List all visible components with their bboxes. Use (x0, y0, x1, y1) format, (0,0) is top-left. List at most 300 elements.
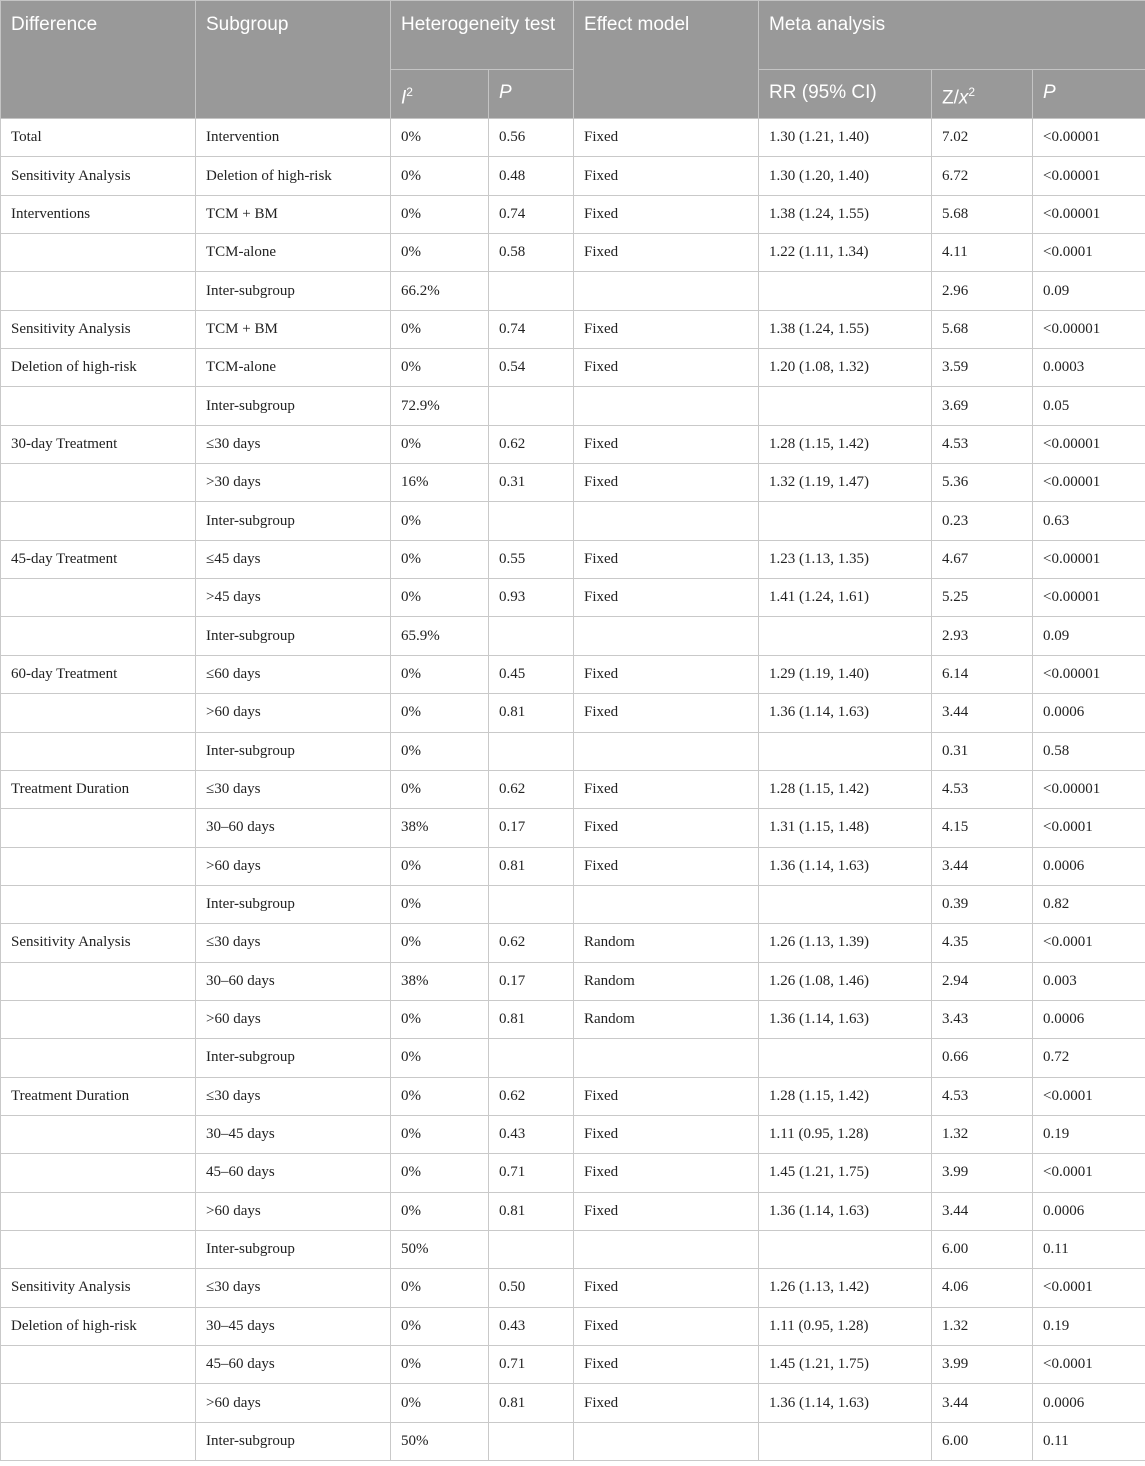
subgroup-cell: Inter-subgroup (196, 387, 391, 425)
table-row (1, 195, 1145, 233)
rr-ci-cell: 1.26 (1.13, 1.39) (759, 924, 932, 962)
effect-model-cell (574, 387, 759, 425)
z-chi-squared-cell: 3.44 (932, 1384, 1033, 1422)
difference-cell: 60-day Treatment (1, 655, 196, 693)
effect-model-cell: Fixed (574, 1154, 759, 1192)
heterogeneity-p-cell: 0.48 (489, 157, 574, 195)
table-row (1, 924, 1145, 962)
difference-cell (1, 1039, 196, 1077)
meta-p-cell: <0.00001 (1033, 579, 1145, 617)
heterogeneity-p-cell: 0.74 (489, 195, 574, 233)
meta-p-cell: <0.00001 (1033, 655, 1145, 693)
subgroup-cell: Inter-subgroup (196, 1422, 391, 1460)
i-squared-cell: 0% (391, 234, 489, 272)
i-squared-cell: 0% (391, 885, 489, 923)
table-row (1, 1154, 1145, 1192)
table-row (1, 1000, 1145, 1038)
i-squared-cell: 0% (391, 1115, 489, 1153)
z-chi-squared-cell: 1.32 (932, 1307, 1033, 1345)
z-chi-squared-cell: 3.69 (932, 387, 1033, 425)
subgroup-cell: 45–60 days (196, 1154, 391, 1192)
difference-cell (1, 617, 196, 655)
z-chi-squared-cell: 6.00 (932, 1230, 1033, 1268)
subgroup-cell: TCM-alone (196, 234, 391, 272)
rr-ci-cell: 1.11 (0.95, 1.28) (759, 1115, 932, 1153)
meta-p-cell: <0.00001 (1033, 425, 1145, 463)
z-chi-squared-cell: 3.99 (932, 1154, 1033, 1192)
table-row (1, 617, 1145, 655)
i-squared-cell: 0% (391, 425, 489, 463)
table-row (1, 694, 1145, 732)
meta-p-cell: <0.0001 (1033, 234, 1145, 272)
i-squared-cell: 0% (391, 1154, 489, 1192)
table-row (1, 157, 1145, 195)
table-row (1, 540, 1145, 578)
heterogeneity-p-cell: 0.31 (489, 464, 574, 502)
table-row (1, 655, 1145, 693)
meta-p-cell: <0.00001 (1033, 119, 1145, 157)
rr-ci-cell (759, 1230, 932, 1268)
i-squared-cell: 0% (391, 1000, 489, 1038)
meta-p-cell: <0.0001 (1033, 809, 1145, 847)
table-row (1, 770, 1145, 808)
z-chi-squared-cell: 6.14 (932, 655, 1033, 693)
subgroup-cell: >45 days (196, 579, 391, 617)
meta-p-cell: 0.19 (1033, 1307, 1145, 1345)
effect-model-cell: Fixed (574, 349, 759, 387)
i2-label: I (401, 87, 407, 109)
meta-p-cell: 0.11 (1033, 1422, 1145, 1460)
table-row (1, 464, 1145, 502)
rr-ci-cell (759, 1422, 932, 1460)
effect-model-cell: Fixed (574, 310, 759, 348)
rr-ci-cell (759, 617, 932, 655)
subgroup-cell: >60 days (196, 847, 391, 885)
rr-ci-cell: 1.30 (1.20, 1.40) (759, 157, 932, 195)
i-squared-cell: 0% (391, 1346, 489, 1384)
table-row (1, 1346, 1145, 1384)
heterogeneity-p-cell: 0.62 (489, 425, 574, 463)
subgroup-cell: Intervention (196, 119, 391, 157)
heterogeneity-p-cell: 0.43 (489, 1307, 574, 1345)
meta-p-cell: 0.0003 (1033, 349, 1145, 387)
i-squared-cell: 0% (391, 579, 489, 617)
table-row (1, 1077, 1145, 1115)
header-i-squared (391, 70, 489, 119)
subgroup-cell: >60 days (196, 694, 391, 732)
rr-ci-cell: 1.45 (1.21, 1.75) (759, 1154, 932, 1192)
table-row (1, 1230, 1145, 1268)
z-chi-squared-cell: 5.68 (932, 195, 1033, 233)
rr-ci-cell: 1.38 (1.24, 1.55) (759, 195, 932, 233)
difference-cell (1, 234, 196, 272)
heterogeneity-p-cell: 0.55 (489, 540, 574, 578)
i-squared-cell: 50% (391, 1422, 489, 1460)
z-chi-squared-cell: 0.23 (932, 502, 1033, 540)
meta-p-cell: 0.0006 (1033, 847, 1145, 885)
table-row (1, 962, 1145, 1000)
difference-cell (1, 1346, 196, 1384)
z-chi-squared-cell: 4.67 (932, 540, 1033, 578)
z-chi-squared-cell: 3.44 (932, 694, 1033, 732)
header-subgroup: Subgroup (196, 1, 391, 119)
effect-model-cell: Random (574, 1000, 759, 1038)
table-row (1, 1115, 1145, 1153)
difference-cell (1, 387, 196, 425)
subgroup-cell: >60 days (196, 1384, 391, 1422)
meta-p-cell: 0.09 (1033, 617, 1145, 655)
meta-p-cell: <0.0001 (1033, 924, 1145, 962)
difference-cell (1, 1192, 196, 1230)
z-chi-squared-cell: 4.53 (932, 770, 1033, 808)
table-row (1, 579, 1145, 617)
meta-p-cell: 0.0006 (1033, 1000, 1145, 1038)
difference-cell (1, 694, 196, 732)
meta-p-cell: 0.11 (1033, 1230, 1145, 1268)
effect-model-cell: Fixed (574, 694, 759, 732)
difference-cell (1, 502, 196, 540)
z-chi-squared-cell: 1.32 (932, 1115, 1033, 1153)
z-chi-squared-cell: 0.66 (932, 1039, 1033, 1077)
difference-cell (1, 1000, 196, 1038)
effect-model-cell: Fixed (574, 809, 759, 847)
difference-cell: 30-day Treatment (1, 425, 196, 463)
rr-ci-cell: 1.22 (1.11, 1.34) (759, 234, 932, 272)
subgroup-cell: 30–60 days (196, 962, 391, 1000)
difference-cell (1, 579, 196, 617)
heterogeneity-p-cell: 0.45 (489, 655, 574, 693)
subgroup-cell: 30–60 days (196, 809, 391, 847)
effect-model-cell (574, 732, 759, 770)
z-chi-squared-cell: 6.00 (932, 1422, 1033, 1460)
effect-model-cell: Fixed (574, 1307, 759, 1345)
difference-cell: Sensitivity Analysis (1, 1269, 196, 1307)
subgroup-cell: Inter-subgroup (196, 1039, 391, 1077)
rr-ci-cell: 1.38 (1.24, 1.55) (759, 310, 932, 348)
difference-cell: Total (1, 119, 196, 157)
meta-p-cell: 0.05 (1033, 387, 1145, 425)
z-chi-squared-cell: 3.43 (932, 1000, 1033, 1038)
table-row (1, 349, 1145, 387)
heterogeneity-p-cell: 0.62 (489, 924, 574, 962)
meta-p-cell: 0.0006 (1033, 1384, 1145, 1422)
heterogeneity-p-cell: 0.81 (489, 1192, 574, 1230)
z-chi-squared-cell: 7.02 (932, 119, 1033, 157)
subgroup-cell: ≤30 days (196, 425, 391, 463)
subgroup-cell: Inter-subgroup (196, 502, 391, 540)
difference-cell (1, 1154, 196, 1192)
difference-cell: Sensitivity Analysis (1, 924, 196, 962)
meta-p-cell: 0.63 (1033, 502, 1145, 540)
z-chi-squared-cell: 4.06 (932, 1269, 1033, 1307)
table-row (1, 1269, 1145, 1307)
table-row (1, 732, 1145, 770)
rr-ci-cell: 1.20 (1.08, 1.32) (759, 349, 932, 387)
table-row (1, 272, 1145, 310)
rr-ci-cell: 1.31 (1.15, 1.48) (759, 809, 932, 847)
rr-ci-cell: 1.36 (1.14, 1.63) (759, 1000, 932, 1038)
subgroup-cell: Inter-subgroup (196, 732, 391, 770)
i-squared-cell: 0% (391, 1077, 489, 1115)
i-squared-cell: 0% (391, 119, 489, 157)
heterogeneity-p-cell (489, 617, 574, 655)
z-chi-squared-cell: 3.59 (932, 349, 1033, 387)
rr-ci-cell: 1.28 (1.15, 1.42) (759, 425, 932, 463)
heterogeneity-p-cell (489, 732, 574, 770)
subgroup-cell: ≤60 days (196, 655, 391, 693)
meta-p-cell: 0.0006 (1033, 1192, 1145, 1230)
subgroup-cell: 30–45 days (196, 1307, 391, 1345)
effect-model-cell: Random (574, 962, 759, 1000)
p2-label: P (1043, 82, 1056, 103)
z-chi-squared-cell: 2.93 (932, 617, 1033, 655)
meta-p-cell: 0.72 (1033, 1039, 1145, 1077)
subgroup-cell: ≤30 days (196, 1077, 391, 1115)
difference-cell (1, 272, 196, 310)
rr-ci-cell: 1.26 (1.13, 1.42) (759, 1269, 932, 1307)
i-squared-cell: 0% (391, 157, 489, 195)
heterogeneity-p-cell (489, 1230, 574, 1268)
meta-p-cell: <0.0001 (1033, 1077, 1145, 1115)
rr-ci-cell: 1.29 (1.19, 1.40) (759, 655, 932, 693)
effect-model-cell: Random (574, 924, 759, 962)
i-squared-cell: 66.2% (391, 272, 489, 310)
z-chi-squared-cell: 2.94 (932, 962, 1033, 1000)
effect-model-cell: Fixed (574, 1077, 759, 1115)
effect-model-cell: Fixed (574, 157, 759, 195)
subgroup-cell: ≤30 days (196, 1269, 391, 1307)
header-difference: Difference (1, 1, 196, 119)
heterogeneity-p-cell: 0.43 (489, 1115, 574, 1153)
z-chi-squared-cell: 3.99 (932, 1346, 1033, 1384)
z-chi-squared-cell: 5.25 (932, 579, 1033, 617)
heterogeneity-p-cell: 0.56 (489, 119, 574, 157)
meta-p-cell: <0.00001 (1033, 157, 1145, 195)
meta-p-cell: 0.003 (1033, 962, 1145, 1000)
i-squared-cell: 0% (391, 540, 489, 578)
heterogeneity-p-cell (489, 272, 574, 310)
z-chi-squared-cell: 6.72 (932, 157, 1033, 195)
table-row (1, 310, 1145, 348)
rr-ci-cell: 1.36 (1.14, 1.63) (759, 694, 932, 732)
subgroup-cell: Inter-subgroup (196, 885, 391, 923)
effect-model-cell: Fixed (574, 425, 759, 463)
rr-ci-cell (759, 502, 932, 540)
subgroup-cell: Inter-subgroup (196, 1230, 391, 1268)
rr-ci-cell (759, 387, 932, 425)
subgroup-cell: >60 days (196, 1192, 391, 1230)
meta-p-cell: <0.00001 (1033, 540, 1145, 578)
heterogeneity-p-cell: 0.54 (489, 349, 574, 387)
subgroup-cell: ≤30 days (196, 770, 391, 808)
effect-model-cell: Fixed (574, 1115, 759, 1153)
effect-model-cell: Fixed (574, 540, 759, 578)
difference-cell: Sensitivity Analysis (1, 157, 196, 195)
table-row (1, 502, 1145, 540)
z-chi-squared-cell: 5.36 (932, 464, 1033, 502)
meta-p-cell: 0.19 (1033, 1115, 1145, 1153)
header-effect-model: Effect model (574, 1, 759, 119)
table-row (1, 847, 1145, 885)
heterogeneity-p-cell: 0.62 (489, 1077, 574, 1115)
difference-cell (1, 732, 196, 770)
heterogeneity-p-cell (489, 387, 574, 425)
effect-model-cell (574, 1230, 759, 1268)
heterogeneity-p-cell: 0.71 (489, 1346, 574, 1384)
table-row (1, 885, 1145, 923)
difference-cell: Deletion of high-risk (1, 1307, 196, 1345)
meta-p-cell: <0.00001 (1033, 310, 1145, 348)
heterogeneity-p-cell: 0.74 (489, 310, 574, 348)
z-chi-squared-cell: 4.53 (932, 425, 1033, 463)
effect-model-cell: Fixed (574, 119, 759, 157)
meta-p-cell: 0.82 (1033, 885, 1145, 923)
effect-model-cell: Fixed (574, 847, 759, 885)
effect-model-cell: Fixed (574, 464, 759, 502)
effect-model-cell: Fixed (574, 655, 759, 693)
effect-model-cell (574, 502, 759, 540)
difference-cell (1, 1384, 196, 1422)
table-row (1, 1384, 1145, 1422)
effect-model-cell (574, 617, 759, 655)
rr-ci-cell: 1.28 (1.15, 1.42) (759, 1077, 932, 1115)
z-chi-squared-cell: 4.15 (932, 809, 1033, 847)
difference-cell (1, 1230, 196, 1268)
effect-model-cell: Fixed (574, 1269, 759, 1307)
i-squared-cell: 0% (391, 1269, 489, 1307)
heterogeneity-p-cell (489, 885, 574, 923)
meta-p-cell: <0.0001 (1033, 1269, 1145, 1307)
rr-ci-cell: 1.45 (1.21, 1.75) (759, 1346, 932, 1384)
i-squared-cell: 0% (391, 310, 489, 348)
header-heterogeneity-test: Heterogeneity test (391, 1, 574, 70)
meta-p-cell: <0.00001 (1033, 770, 1145, 808)
subgroup-cell: ≤30 days (196, 924, 391, 962)
z-chi-squared-cell: 4.53 (932, 1077, 1033, 1115)
header-rr-ci: RR (95% CI) (759, 70, 932, 119)
heterogeneity-p-cell: 0.17 (489, 809, 574, 847)
meta-p-cell: <0.00001 (1033, 195, 1145, 233)
z-chi-squared-cell: 4.11 (932, 234, 1033, 272)
rr-ci-cell (759, 272, 932, 310)
difference-cell: Deletion of high-risk (1, 349, 196, 387)
z-chi-squared-cell: 2.96 (932, 272, 1033, 310)
subgroup-cell: 45–60 days (196, 1346, 391, 1384)
z-chi-squared-cell: 3.44 (932, 1192, 1033, 1230)
heterogeneity-p-cell (489, 502, 574, 540)
table-body (1, 119, 1145, 1461)
meta-p-cell: <0.0001 (1033, 1346, 1145, 1384)
table-row (1, 234, 1145, 272)
i-squared-cell: 0% (391, 732, 489, 770)
rr-ci-cell: 1.30 (1.21, 1.40) (759, 119, 932, 157)
rr-ci-cell (759, 732, 932, 770)
i-squared-cell: 0% (391, 847, 489, 885)
i-squared-cell: 65.9% (391, 617, 489, 655)
subgroup-cell: TCM + BM (196, 195, 391, 233)
effect-model-cell: Fixed (574, 1346, 759, 1384)
subgroup-cell: >60 days (196, 1000, 391, 1038)
header-meta-analysis: Meta analysis (759, 1, 1145, 70)
i-squared-cell: 38% (391, 962, 489, 1000)
table-row (1, 1039, 1145, 1077)
i-squared-cell: 72.9% (391, 387, 489, 425)
subgroup-cell: >30 days (196, 464, 391, 502)
subgroup-cell: ≤45 days (196, 540, 391, 578)
difference-cell (1, 847, 196, 885)
heterogeneity-p-cell (489, 1422, 574, 1460)
x-label: x (958, 87, 969, 109)
rr-ci-cell: 1.26 (1.08, 1.46) (759, 962, 932, 1000)
heterogeneity-p-cell: 0.62 (489, 770, 574, 808)
table-row (1, 1422, 1145, 1460)
effect-model-cell: Fixed (574, 770, 759, 808)
difference-cell (1, 1115, 196, 1153)
rr-ci-cell (759, 885, 932, 923)
table-header (1, 1, 1145, 119)
table-row (1, 809, 1145, 847)
z-label: Z/ (942, 87, 959, 109)
heterogeneity-p-cell: 0.93 (489, 579, 574, 617)
effect-model-cell (574, 885, 759, 923)
i-squared-cell: 0% (391, 655, 489, 693)
i-squared-cell: 0% (391, 195, 489, 233)
i-squared-cell: 38% (391, 809, 489, 847)
rr-ci-cell: 1.28 (1.15, 1.42) (759, 770, 932, 808)
difference-cell (1, 962, 196, 1000)
header-z-chi-squared (932, 70, 1033, 119)
rr-ci-cell: 1.11 (0.95, 1.28) (759, 1307, 932, 1345)
p-label: P (499, 82, 512, 103)
effect-model-cell: Fixed (574, 579, 759, 617)
difference-cell: Sensitivity Analysis (1, 310, 196, 348)
subgroup-cell: TCM-alone (196, 349, 391, 387)
z-chi-squared-cell: 4.35 (932, 924, 1033, 962)
heterogeneity-p-cell: 0.17 (489, 962, 574, 1000)
heterogeneity-p-cell (489, 1039, 574, 1077)
i-squared-cell: 0% (391, 1039, 489, 1077)
i-squared-cell: 0% (391, 502, 489, 540)
subgroup-cell: Deletion of high-risk (196, 157, 391, 195)
heterogeneity-p-cell: 0.58 (489, 234, 574, 272)
meta-p-cell: <0.00001 (1033, 464, 1145, 502)
table-row (1, 1307, 1145, 1345)
meta-p-cell: 0.09 (1033, 272, 1145, 310)
i-squared-cell: 0% (391, 1384, 489, 1422)
effect-model-cell: Fixed (574, 1192, 759, 1230)
rr-ci-cell: 1.36 (1.14, 1.63) (759, 847, 932, 885)
i-squared-cell: 0% (391, 349, 489, 387)
difference-cell: 45-day Treatment (1, 540, 196, 578)
i2-superscript: 2 (406, 85, 413, 99)
z-chi-squared-cell: 0.31 (932, 732, 1033, 770)
subgroup-cell: TCM + BM (196, 310, 391, 348)
meta-p-cell: 0.58 (1033, 732, 1145, 770)
meta-p-cell: 0.0006 (1033, 694, 1145, 732)
heterogeneity-p-cell: 0.71 (489, 1154, 574, 1192)
difference-cell: Interventions (1, 195, 196, 233)
rr-ci-cell: 1.36 (1.14, 1.63) (759, 1384, 932, 1422)
difference-cell (1, 1422, 196, 1460)
header-heterogeneity-p (489, 70, 574, 119)
effect-model-cell (574, 272, 759, 310)
z-chi-squared-cell: 5.68 (932, 310, 1033, 348)
i-squared-cell: 16% (391, 464, 489, 502)
subgroup-cell: Inter-subgroup (196, 272, 391, 310)
heterogeneity-p-cell: 0.81 (489, 694, 574, 732)
difference-cell: Treatment Duration (1, 770, 196, 808)
difference-cell (1, 464, 196, 502)
